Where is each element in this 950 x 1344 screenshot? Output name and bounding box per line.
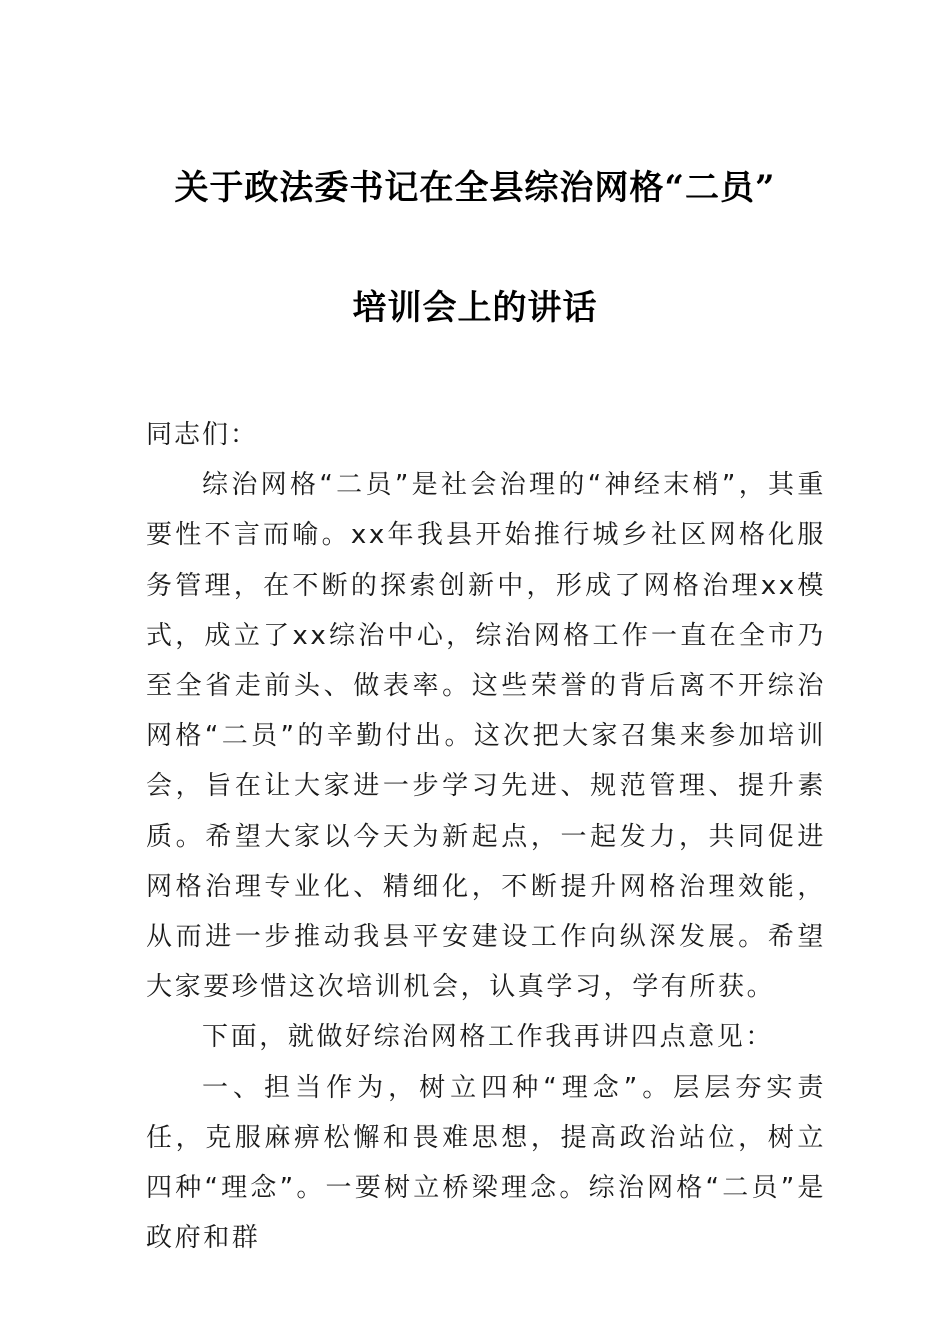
document-title-line-1: 关于政法委书记在全县综治网格“二员” bbox=[174, 168, 776, 208]
document-body bbox=[146, 410, 826, 1263]
paragraph-transition: 下面，就做好综治网格工作我再讲四点意见： bbox=[202, 1022, 775, 1053]
document-title-line-2: 培训会上的讲话 bbox=[352, 288, 598, 328]
salutation: 同志们： bbox=[146, 420, 259, 450]
paragraph-point-one: 一、担当作为，树立四种“理念”。层层夯实责任，克服麻痹松懈和畏难思想，提高政治站位，树立四种“理念”。一要树立桥梁理念。综治网格“二员”是政府和群 bbox=[146, 1072, 826, 1254]
paragraph-intro: 综治网格“二员”是社会治理的“神经末梢”，其重要性不言而喻。xx年我县开始推行城乡社区网格化服务管理，在不断的探索创新中，形成了网格治理xx模式，成立了xx综治中心，综治网格工作一直在全市乃至全省走前头、做表率。这些荣誉的背后离不开综治网格“二员”的辛勤付出。这次把大家召集来参加培训会，旨在让大家进一步学习先进、规范管理、提升素质。希望大家以今天为新起点，一起发力，共同促进网格治理专业化、精细化，不断提升网格治理效能，从而进一步推动我县平安建设工作向纵深发展。希望大家要珍惜这次培训机会，认真学习，学有所获。 bbox=[146, 470, 826, 1003]
